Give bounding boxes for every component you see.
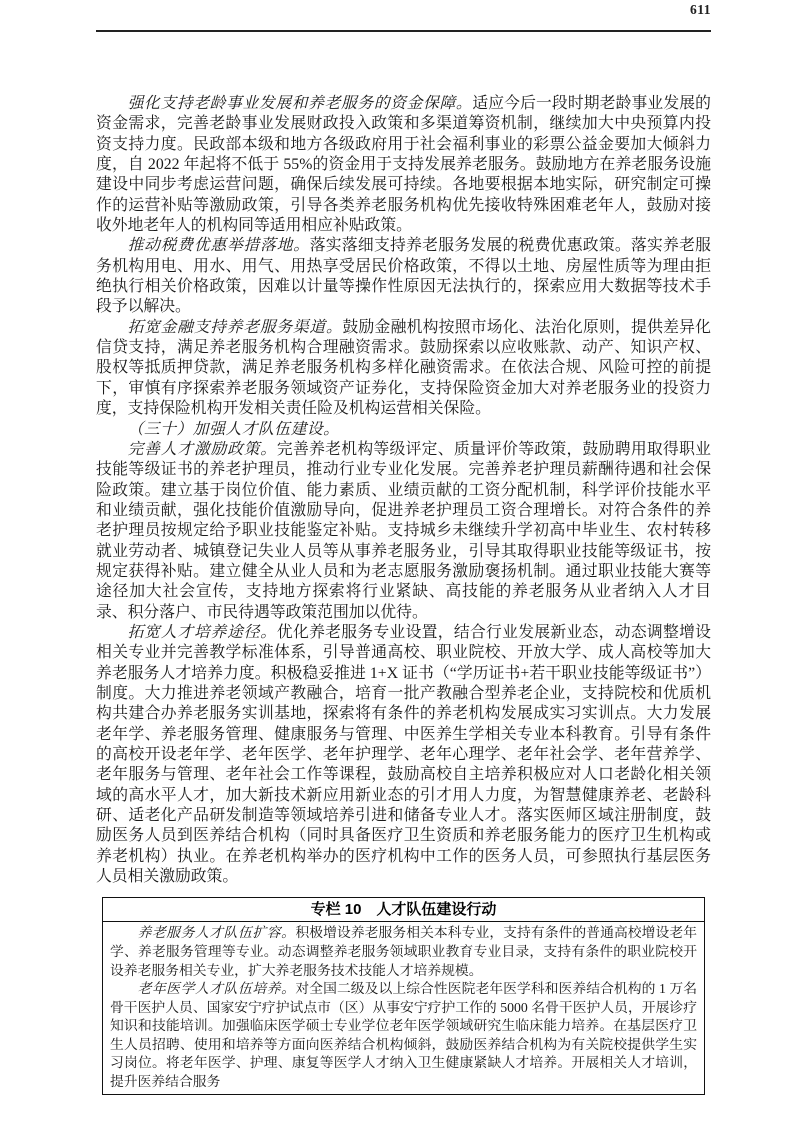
paragraph-text: 鼓励金融机构按照市场化、法治化原则，提供差异化信贷支持，满足养老服务机构合理融资需求。鼓励探索以应收账款、动产、知识产权、股权等抵质押贷款，满足养老服务机构多样化融资需求。在依法合规、风险可控的前提下，审慎有序探索养老服务领域资产证券化，支持保险资金加大对养老服务业的投资力度，支持保险机构开发相关责任险及机构运营相关保险。 [96, 318, 711, 418]
paragraph-text: 落实落细支持养老服务发展的税费优惠政策。落实养老服务机构用电、用水、用气、用热享受居民价格政策，不得以土地、房屋性质等为理由拒绝执行相关价格政策，因难以计量等操作性原因无法执行的，探索应用大数据等技术手段予以解决。 [96, 237, 711, 316]
callout-box [102, 897, 705, 1095]
paragraph-training [96, 623, 711, 887]
paragraph-text: 优化养老服务专业设置，结合行业发展新业态，动态调整增设相关专业并完善教学标准体系，引导普通高校、职业院校、开放大学、成人高校等加大养老服务人才培养力度。积极稳妥推进 1+X 证书（“学历证书+若干职业技能等级证书”）制度。大力推进养老领域产教融合，培育一批产教融合型养老企业，支持院校和优质机构共建合办养老服务实训基地，探索将有条件的养老机构发展成实习实训点。大力发展老年学、养老服务管理、健康服务与管理、中医养生学相关专业本科教育。引导有条件的高校开设老年学、老年医学、老年护理学、老年心理学、老年社会学、老年营养学、老年服务与管理、老年社会工作等课程，鼓励高校自主培养积极应对人口老龄化相关领域的高水平人才，加大新技术新应用新业态的引才用人力度，为智慧健康养老、老龄科研、适老化产品研发制造等领域培养引进和储备专业人才。落实医师区域注册制度，鼓励医务人员到医养结合机构（同时具备医疗卫生资质和养老服务能力的医疗卫生机构或养老机构）执业。在养老机构举办的医疗机构中工作的医务人员，可参照执行基层医务人员相关激励政策。 [96, 623, 711, 886]
paragraph-text: 完善养老机构等级评定、质量评价等政策，鼓励聘用取得职业技能等级证书的养老护理员，推动行业专业化发展。完善养老护理员薪酬待遇和社会保险政策。建立基于岗位价值、能力素质、业绩贡献的工资分配机制，科学评价技能水平和业绩贡献，强化技能价值激励导向，促进养老护理员工资合理增长。对符合条件的养老护理员按规定给予职业技能鉴定补贴。支持城乡未继续升学初高中毕业生、农村转移就业劳动者、城镇登记失业人员等从事养老服务业，引导其取得职业技能等级证书，按规定获得补贴。建立健全从业人员和为老志愿服务激励褒扬机制。通过职业技能大赛等途径加大社会宣传，支持地方探索将行业紧缺、高技能的养老服务从业者纳入人才目录、积分落户、市民待遇等政策范围加以优待。 [96, 440, 711, 621]
paragraph-incentive [96, 440, 711, 623]
section-heading: （三十）加强人才队伍建设。 [127, 420, 340, 438]
paragraph-finance [96, 318, 711, 420]
paragraph-lead: 老年医学人才队伍培养。 [137, 981, 296, 997]
paragraph-text: 适应今后一段时期老龄事业发展的资金需求，完善老龄事业发展财政投入政策和多渠道筹资机制，继续加大中央预算内投资支持力度。民政部本级和地方各级政府用于社会福利事业的彩票公益金要加大倾斜力度，自 2022 年起将不低于 55%的资金用于支持发展养老服务。鼓励地方在养老服务设施建设中同步考虑运营问题，确保后续发展可持续。各地要根据本地实际，研究制定可操作的运营补贴等激励政策，引导各类养老服务机构优先接收特殊困难老年人，鼓励对接收外地老年人的机构同等适用相应补贴政策。 [96, 95, 711, 235]
header-rule [96, 30, 711, 32]
paragraph-lead: 拓宽人才培养途径。 [127, 623, 277, 641]
paragraph-funding [96, 94, 711, 236]
paragraph-tax [96, 236, 711, 317]
page-content [96, 94, 711, 1095]
paragraph-text: 对全国二级及以上综合性医院老年医学科和医养结合机构的 1 万名骨干医护人员、国家安宁疗护试点市（区）从事安宁疗护工作的 5000 名骨干医护人员，开展诊疗知识和技能培训。加强临床医学硕士专业学位老年医学领域研究生临床能力培养。在基层医疗卫生人员招聘、使用和培养等方面向医养结合机构倾斜，鼓励医养结合机构为有关院校提供学生实习岗位。将老年医学、护理、康复等医学人才纳入卫生健康紧缺人才培养。开展相关人才培训，提升医养结合服务 [110, 981, 698, 1089]
paragraph-lead: 养老服务人才队伍扩容。 [137, 925, 296, 941]
paragraph-lead: 拓宽金融支持养老服务渠道。 [127, 318, 343, 336]
box-title: 专栏 10 人才队伍建设行动 [103, 898, 704, 922]
paragraph-lead: 推动税费优惠举措落地。 [127, 237, 310, 255]
paragraph-text: 积极增设养老服务相关本科专业，支持有条件的普通高校增设老年学、养老服务管理等专业。动态调整养老服务领域职业教育专业目录，支持有条件的职业院校开设养老服务相关专业，扩大养老服务技术技能人才培养规模。 [110, 925, 698, 978]
page-number: 611 [689, 2, 711, 17]
box-body [103, 922, 704, 1094]
paragraph-lead: 强化支持老龄事业发展和养老服务的资金保障。 [127, 95, 473, 112]
box-paragraph-geriatric [110, 980, 697, 1091]
paragraph-lead: 完善人才激励政策。 [127, 440, 277, 458]
box-paragraph-expansion [110, 924, 697, 980]
